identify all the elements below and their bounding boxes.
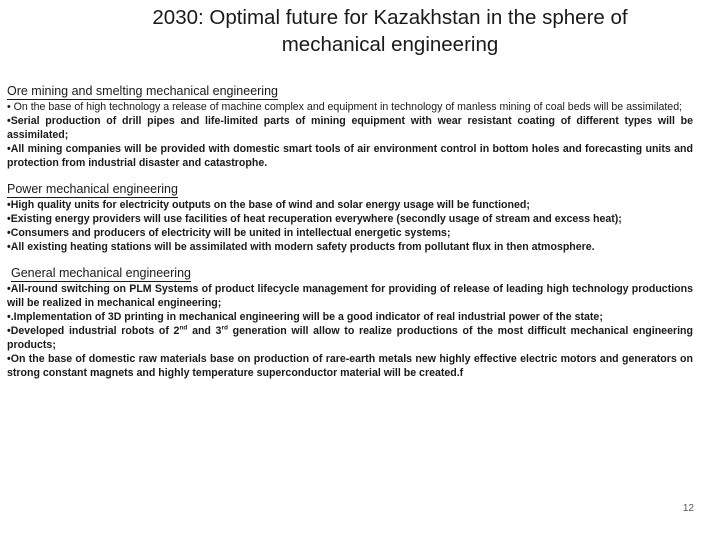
bullet-item: •Existing energy providers will use facilities of heat recuperation everywhere (secondly usage of stream and excess heat); (7, 213, 622, 225)
bullet-item (7, 324, 693, 352)
bullet-item: •.Implementation of 3D printing in mechanical engineering will be a good indicator of real industrial power of the state; (7, 311, 603, 323)
section-heading: General mechanical engineering (11, 266, 191, 280)
ordinal-suffix: nd (179, 324, 188, 332)
section-heading: Ore mining and smelting mechanical engineering (7, 84, 278, 98)
page-number: 12 (682, 503, 694, 514)
bullet-item: •Serial production of drill pipes and life-limited parts of mining equipment with wear resistant coating of different types will be assimilated; (7, 115, 693, 141)
bullet-text: •Developed industrial robots of 2 (7, 325, 180, 337)
slide-title-line-1: 2030: Optimal future for Kazakhstan in the sphere of (152, 6, 628, 29)
slide-title (60, 4, 720, 58)
bullet-item: •High quality units for electricity outputs on the base of wind and solar energy usage will be functioned; (7, 199, 530, 211)
bullet-item: • On the base of high technology a release of machine complex and equipment in technology of manless mining of coal beds will be assimilated; (7, 101, 683, 113)
slide-content (7, 82, 693, 390)
bullet-item: •Consumers and producers of electricity will be united in intellectual energetic systems; (7, 227, 451, 239)
slide-title-line-2: mechanical engineering (281, 33, 499, 56)
section-ore-mining (7, 82, 693, 170)
bullet-item: •On the base of domestic raw materials base on production of rare-earth metals new highly effective electric motors and generators on strong constant magnets and highly temperature superconductor material will be created.f (7, 353, 693, 379)
bullet-item: •All mining companies will be provided with domestic smart tools of air environment control in bottom holes and forecasting units and protection from industrial disaster and catastrophe. (7, 143, 693, 169)
bullet-text: generation will allow to realize productions of the most difficult mechanical engineering products; (7, 325, 693, 351)
bullet-item: •All existing heating stations will be assimilated with modern safety products from pollutant flux in then atmosphere. (7, 241, 595, 253)
section-general (7, 264, 693, 380)
ordinal-suffix: rd (221, 324, 228, 332)
section-heading: Power mechanical engineering (7, 182, 178, 196)
bullet-text: and 3 (187, 325, 222, 337)
section-power (7, 180, 693, 254)
bullet-item: •All-round switching on PLM Systems of product lifecycle management for providing of release of leading high technology productions will be realized in mechanical engineering; (7, 283, 693, 309)
